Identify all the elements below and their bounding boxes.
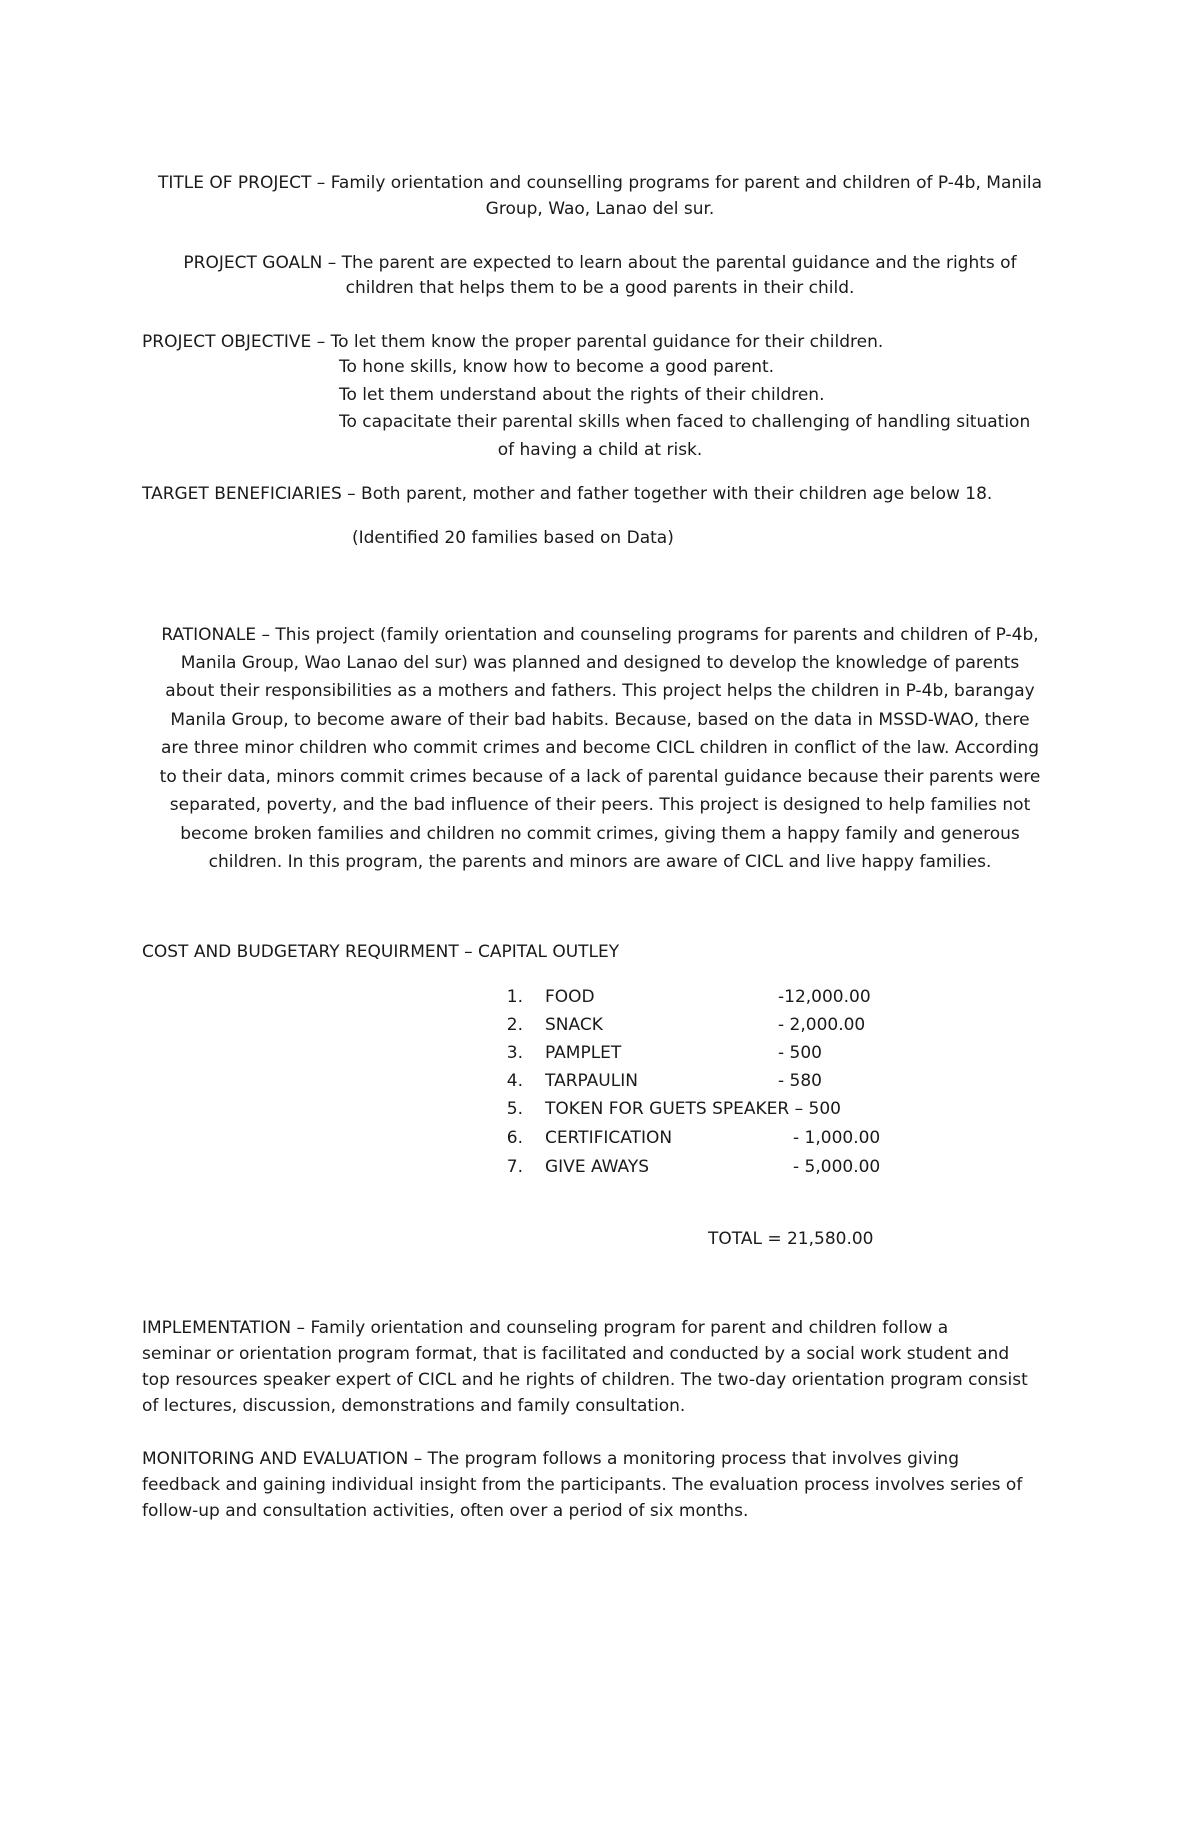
budget-total: TOTAL = 21,580.00 [708,1229,874,1249]
budget-item-amount: - 580 [778,1071,822,1091]
budget-item-number: 6. [506,1128,523,1148]
budget-item-label: SNACK [545,1015,603,1035]
budget-item-number: 5. [506,1099,523,1119]
budget-item-label: TOKEN FOR GUETS SPEAKER – 500 [545,1099,841,1119]
budget-item-number: 1. [506,987,523,1007]
objective-line-2: To hone skills, know how to become a good parent. [339,357,775,377]
rationale-line: to their data, minors commit crimes because of a lack of parental guidance because their parents were [159,767,1041,787]
implementation-line: seminar or orientation program format, that is facilitated and conducted by a social work student and [142,1344,1010,1364]
goal-line-1: PROJECT GOALN – The parent are expected to learn about the parental guidance and the rights of [183,253,1017,273]
monitoring-line: follow-up and consultation activities, often over a period of six months. [142,1501,749,1521]
budget-item-label: PAMPLET [545,1043,622,1063]
rationale-line: separated, poverty, and the bad influence of their peers. This project is designed to help families not [169,795,1031,815]
budget-heading: COST AND BUDGETARY REQUIRMENT – CAPITAL OUTLEY [142,942,620,962]
objective-line-5: of having a child at risk. [497,440,703,460]
budget-item-amount: -12,000.00 [778,987,871,1007]
rationale-line: Manila Group, to become aware of their bad habits. Because, based on the data in MSSD-WAO, there [170,710,1030,730]
monitoring-line: MONITORING AND EVALUATION – The program follows a monitoring process that involves giving [142,1449,959,1469]
budget-item-amount: - 5,000.00 [793,1157,881,1177]
rationale-line: RATIONALE – This project (family orientation and counseling programs for parents and children of P-4b, [161,625,1039,645]
objective-line-1: PROJECT OBJECTIVE – To let them know the proper parental guidance for their children. [142,332,884,352]
beneficiaries-line-2: (Identified 20 families based on Data) [352,528,674,548]
implementation-line: of lectures, discussion, demonstrations and family consultation. [142,1396,686,1416]
budget-item-label: TARPAULIN [545,1071,638,1091]
goal-line-2: children that helps them to be a good parents in their child. [345,278,855,298]
budget-item-label: GIVE AWAYS [545,1157,650,1177]
title-line-2: Group, Wao, Lanao del sur. [485,199,715,219]
budget-item-number: 3. [506,1043,523,1063]
budget-item-label: FOOD [545,987,595,1007]
budget-item-amount: - 500 [778,1043,822,1063]
implementation-line: top resources speaker expert of CICL and he rights of children. The two-day orientation program consist [142,1370,1028,1390]
implementation-line: IMPLEMENTATION – Family orientation and counseling program for parent and children follow a [142,1318,949,1338]
rationale-line: become broken families and children no commit crimes, giving them a happy family and generous [180,824,1020,844]
objective-line-4: To capacitate their parental skills when faced to challenging of handling situation [339,412,1031,432]
budget-item-number: 7. [506,1157,523,1177]
rationale-line: Manila Group, Wao Lanao del sur) was planned and designed to develop the knowledge of parents [180,653,1020,673]
title-line-1: TITLE OF PROJECT – Family orientation and counselling programs for parent and children of P-4b, Manila [157,173,1043,193]
rationale-line: children. In this program, the parents and minors are aware of CICL and live happy families. [208,852,992,872]
budget-item-number: 4. [506,1071,523,1091]
beneficiaries-line-1: TARGET BENEFICIARIES – Both parent, mother and father together with their children age below 18. [142,484,993,504]
rationale-line: about their responsibilities as a mothers and fathers. This project helps the children in P-4b, barangay [165,681,1035,701]
budget-item-amount: - 2,000.00 [778,1015,866,1035]
rationale-line: are three minor children who commit crimes and become CICL children in conflict of the law. According [160,738,1040,758]
monitoring-line: feedback and gaining individual insight from the participants. The evaluation process involves series of [142,1475,1023,1495]
budget-item-amount: - 1,000.00 [793,1128,881,1148]
objective-line-3: To let them understand about the rights of their children. [339,385,825,405]
budget-item-number: 2. [506,1015,523,1035]
budget-item-label: CERTIFICATION [545,1128,673,1148]
